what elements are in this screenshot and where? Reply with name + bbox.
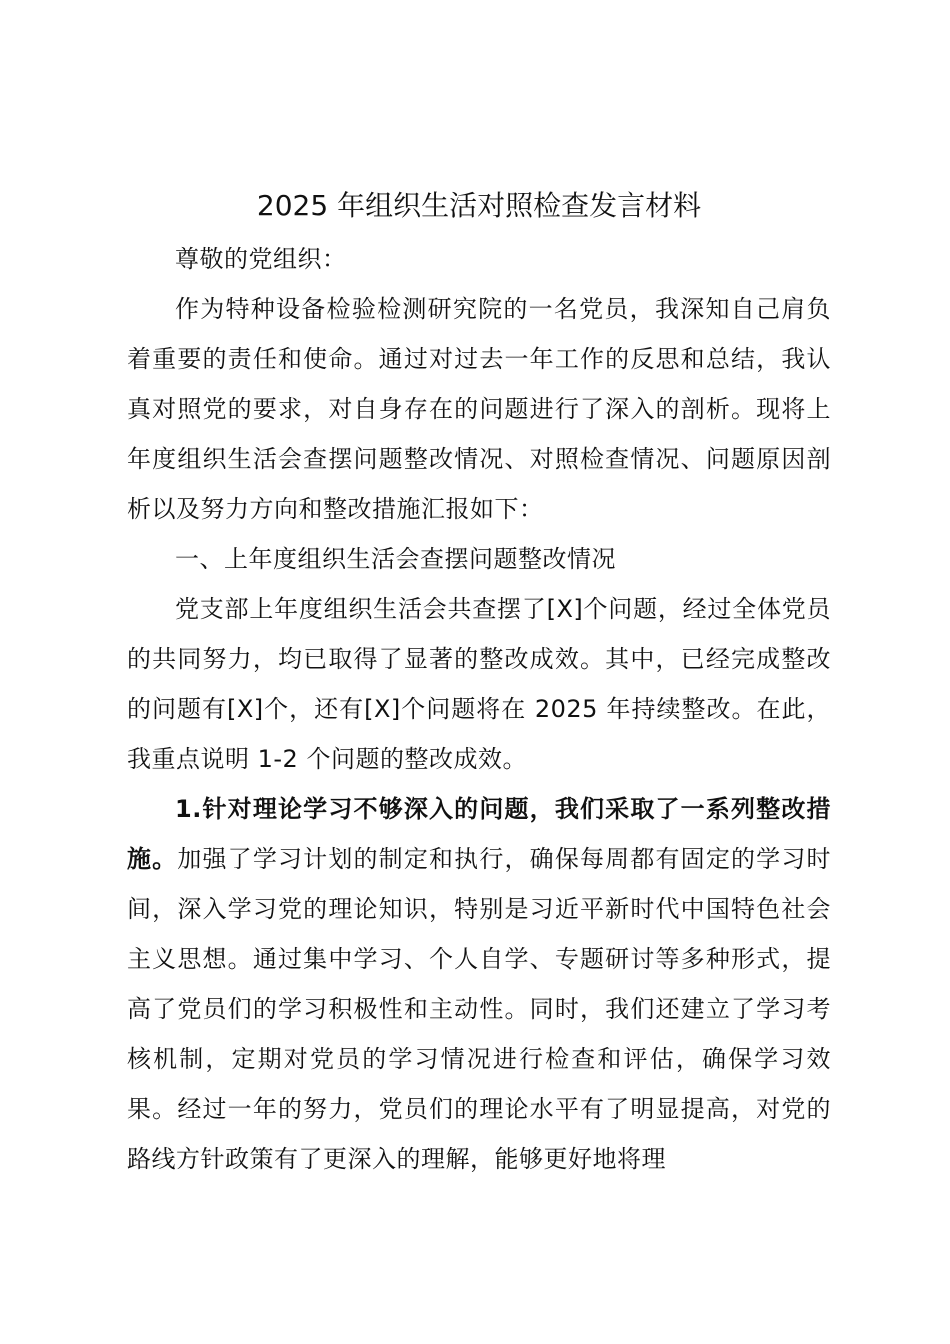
item-body-text: 加强了学习计划的制定和执行，确保每周都有固定的学习时间，深入学习党的理论知识，特别是习近平新时代中国特色社会主义思想。通过集中学习、个人自学、专题研讨等多种形式，提高了党员们的学习积极性和主动性。同时，我们还建立了学习考核机制，定期对党员的学习情况进行检查和评估，确保学习效果。经过一年的努力，党员们的理论水平有了明显提高，对党的路线方针政策有了更深入的理解，能够更好地将理 — [127, 845, 832, 1173]
intro-paragraph: 作为特种设备检验检测研究院的一名党员，我深知自己肩负着重要的责任和使命。通过对过去一年工作的反思和总结，我认真对照党的要求，对自身存在的问题进行了深入的剖析。现将上年度组织生活会查摆问题整改情况、对照检查情况、问题原因剖析以及努力方向和整改措施汇报如下： — [127, 295, 831, 523]
document-title: 2025 年组织生活对照检查发言材料 — [256, 189, 702, 222]
item-lead-text: 1.针对理论学习不够深入的问题，我们采取了一系列整改措施。 — [127, 795, 831, 873]
section-paragraph: 党支部上年度组织生活会共查摆了[X]个问题，经过全体党员的共同努力，均已取得了显著的整改成效。其中，已经完成整改的问题有[X]个，还有[X]个问题将在 2025 年持续整改。在此，我重点说明 1-2 个问题的整改成效。 — [127, 595, 831, 773]
item-paragraph — [127, 784, 831, 1184]
salutation: 尊敬的党组织： — [175, 245, 347, 273]
document-page — [127, 178, 831, 1184]
section-heading: 一、上年度组织生活会查摆问题整改情况 — [175, 545, 616, 573]
